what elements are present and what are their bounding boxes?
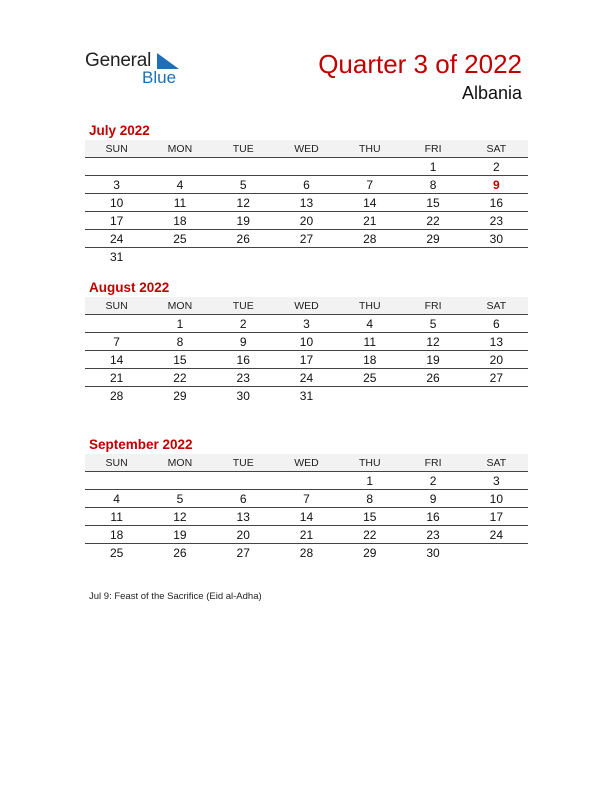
day-cell: 2 xyxy=(212,315,275,333)
day-cell xyxy=(465,248,528,266)
holiday-note: Jul 9: Feast of the Sacrifice (Eid al-Adha) xyxy=(89,591,262,602)
day-cell: 20 xyxy=(212,526,275,544)
day-cell: 17 xyxy=(275,351,338,369)
day-cell: 10 xyxy=(85,194,148,212)
day-cell xyxy=(401,248,464,266)
month-block xyxy=(85,122,528,265)
day-cell: 9 xyxy=(465,176,528,194)
day-cell: 27 xyxy=(236,545,250,560)
day-cell: 31 xyxy=(109,249,124,264)
weekday-header-row xyxy=(85,297,528,315)
day-cell: 24 xyxy=(465,526,528,544)
day-cell xyxy=(338,387,401,405)
day-cell: 1 xyxy=(401,158,464,176)
week-row xyxy=(85,526,528,544)
day-cell: 17 xyxy=(465,508,528,526)
day-cell: 3 xyxy=(465,472,528,490)
day-cell: 15 xyxy=(148,351,211,369)
day-cell: 8 xyxy=(148,333,211,351)
day-cell: 30 xyxy=(465,230,528,248)
day-cell: 9 xyxy=(401,490,464,508)
week-row xyxy=(85,194,528,212)
day-cell: 5 xyxy=(212,176,275,194)
weekday-header: FRI xyxy=(401,140,464,158)
day-cell xyxy=(338,158,401,176)
weekday-header: SUN xyxy=(85,454,148,472)
day-cell xyxy=(85,315,148,333)
day-cell: 11 xyxy=(85,508,148,526)
day-cell: 12 xyxy=(401,333,464,351)
page-title: Quarter 3 of 2022 xyxy=(318,49,522,79)
weekday-header: THU xyxy=(338,454,401,472)
day-cell: 4 xyxy=(338,315,401,333)
day-cell: 27 xyxy=(465,369,528,387)
day-cell: 31 xyxy=(299,388,314,403)
weekday-header-row xyxy=(85,140,528,158)
day-cell xyxy=(85,472,148,490)
weekday-header: FRI xyxy=(401,297,464,315)
day-cell: 14 xyxy=(275,508,338,526)
month-table xyxy=(85,454,528,561)
day-cell: 18 xyxy=(85,526,148,544)
day-cell: 4 xyxy=(85,490,148,508)
week-row xyxy=(85,315,528,333)
weekday-header: FRI xyxy=(401,454,464,472)
day-cell: 27 xyxy=(275,230,338,248)
day-cell: 2 xyxy=(401,472,464,490)
day-cell: 13 xyxy=(275,194,338,212)
day-cell: 16 xyxy=(401,508,464,526)
day-cell xyxy=(212,158,275,176)
day-cell: 15 xyxy=(338,508,401,526)
day-cell: 23 xyxy=(401,526,464,544)
week-row xyxy=(85,248,528,266)
day-cell: 30 xyxy=(426,545,440,560)
weekday-header: MON xyxy=(148,297,211,315)
day-cell: 13 xyxy=(465,333,528,351)
weekday-header: MON xyxy=(148,140,211,158)
day-cell: 25 xyxy=(148,230,211,248)
day-cell: 20 xyxy=(465,351,528,369)
day-cell: 17 xyxy=(85,212,148,230)
day-cell: 16 xyxy=(465,194,528,212)
weekday-header: MON xyxy=(148,454,211,472)
week-row xyxy=(85,230,528,248)
day-cell xyxy=(212,472,275,490)
day-cell xyxy=(465,544,528,562)
day-cell: 11 xyxy=(338,333,401,351)
weekday-header: SAT xyxy=(465,454,528,472)
day-cell xyxy=(148,472,211,490)
day-cell: 22 xyxy=(401,212,464,230)
day-cell: 28 xyxy=(109,388,124,403)
week-row xyxy=(85,333,528,351)
day-cell: 29 xyxy=(363,545,377,560)
day-cell: 6 xyxy=(275,176,338,194)
generalblue-logo xyxy=(85,50,205,90)
holiday-notes xyxy=(89,591,262,602)
day-cell: 24 xyxy=(275,369,338,387)
week-row xyxy=(85,490,528,508)
week-row xyxy=(85,472,528,490)
day-cell: 10 xyxy=(465,490,528,508)
week-row xyxy=(85,158,528,176)
day-cell: 22 xyxy=(148,369,211,387)
day-cell: 10 xyxy=(275,333,338,351)
country-name: Albania xyxy=(461,83,522,103)
day-cell: 20 xyxy=(275,212,338,230)
day-cell: 30 xyxy=(236,388,250,403)
weekday-header: TUE xyxy=(212,454,275,472)
week-row xyxy=(85,508,528,526)
day-cell: 2 xyxy=(465,158,528,176)
weekday-header: WED xyxy=(275,297,338,315)
month-block xyxy=(85,436,528,561)
logo-triangle-icon xyxy=(157,53,179,69)
day-cell: 1 xyxy=(338,472,401,490)
day-cell xyxy=(338,248,401,266)
day-cell: 1 xyxy=(148,315,211,333)
weekday-header: SUN xyxy=(85,297,148,315)
weekday-header: THU xyxy=(338,297,401,315)
day-cell: 16 xyxy=(212,351,275,369)
day-cell: 3 xyxy=(275,315,338,333)
day-cell xyxy=(148,248,211,266)
day-cell: 18 xyxy=(338,351,401,369)
day-cell: 8 xyxy=(338,490,401,508)
day-cell: 26 xyxy=(212,230,275,248)
week-row xyxy=(85,351,528,369)
day-cell xyxy=(85,158,148,176)
day-cell: 28 xyxy=(338,230,401,248)
day-cell: 26 xyxy=(401,369,464,387)
day-cell: 26 xyxy=(173,545,187,560)
month-block xyxy=(85,279,528,404)
weekday-header: WED xyxy=(275,140,338,158)
day-cell: 18 xyxy=(148,212,211,230)
day-cell: 5 xyxy=(401,315,464,333)
week-row xyxy=(85,387,528,405)
day-cell: 24 xyxy=(85,230,148,248)
logo-text-blue: Blue xyxy=(142,68,177,87)
day-cell xyxy=(401,387,464,405)
weekday-header: SAT xyxy=(465,297,528,315)
month-name: August 2022 xyxy=(89,280,170,295)
day-cell: 21 xyxy=(85,369,148,387)
day-cell: 19 xyxy=(401,351,464,369)
day-cell: 19 xyxy=(212,212,275,230)
day-cell: 11 xyxy=(148,194,211,212)
week-row xyxy=(85,176,528,194)
day-cell: 21 xyxy=(338,212,401,230)
day-cell xyxy=(275,472,338,490)
day-cell: 9 xyxy=(212,333,275,351)
day-cell: 14 xyxy=(85,351,148,369)
day-cell: 6 xyxy=(212,490,275,508)
weekday-header: TUE xyxy=(212,297,275,315)
week-row xyxy=(85,369,528,387)
day-cell: 8 xyxy=(401,176,464,194)
day-cell: 29 xyxy=(401,230,464,248)
weekday-header: SUN xyxy=(85,140,148,158)
day-cell xyxy=(148,158,211,176)
weekday-header-row xyxy=(85,454,528,472)
day-cell: 19 xyxy=(148,526,211,544)
weekday-header: WED xyxy=(275,454,338,472)
day-cell: 5 xyxy=(148,490,211,508)
day-cell: 7 xyxy=(85,333,148,351)
week-row xyxy=(85,544,528,562)
month-name: September 2022 xyxy=(89,437,193,452)
month-name: July 2022 xyxy=(89,123,150,138)
day-cell: 14 xyxy=(338,194,401,212)
day-cell xyxy=(275,158,338,176)
day-cell: 4 xyxy=(148,176,211,194)
month-table xyxy=(85,140,528,265)
day-cell: 25 xyxy=(338,369,401,387)
day-cell: 7 xyxy=(275,490,338,508)
day-cell: 22 xyxy=(338,526,401,544)
day-cell: 13 xyxy=(212,508,275,526)
day-cell: 6 xyxy=(465,315,528,333)
day-cell xyxy=(275,248,338,266)
logo-text-general: General xyxy=(85,50,152,71)
weekday-header: THU xyxy=(338,140,401,158)
day-cell: 12 xyxy=(212,194,275,212)
day-cell: 28 xyxy=(299,545,314,560)
day-cell: 23 xyxy=(465,212,528,230)
month-table xyxy=(85,297,528,404)
day-cell: 25 xyxy=(109,545,124,560)
day-cell: 29 xyxy=(173,388,187,403)
day-cell xyxy=(465,387,528,405)
day-cell: 3 xyxy=(85,176,148,194)
day-cell: 21 xyxy=(275,526,338,544)
day-cell: 12 xyxy=(148,508,211,526)
weekday-header: SAT xyxy=(465,140,528,158)
day-cell xyxy=(212,248,275,266)
day-cell: 7 xyxy=(338,176,401,194)
week-row xyxy=(85,212,528,230)
day-cell: 15 xyxy=(401,194,464,212)
day-cell: 23 xyxy=(212,369,275,387)
weekday-header: TUE xyxy=(212,140,275,158)
